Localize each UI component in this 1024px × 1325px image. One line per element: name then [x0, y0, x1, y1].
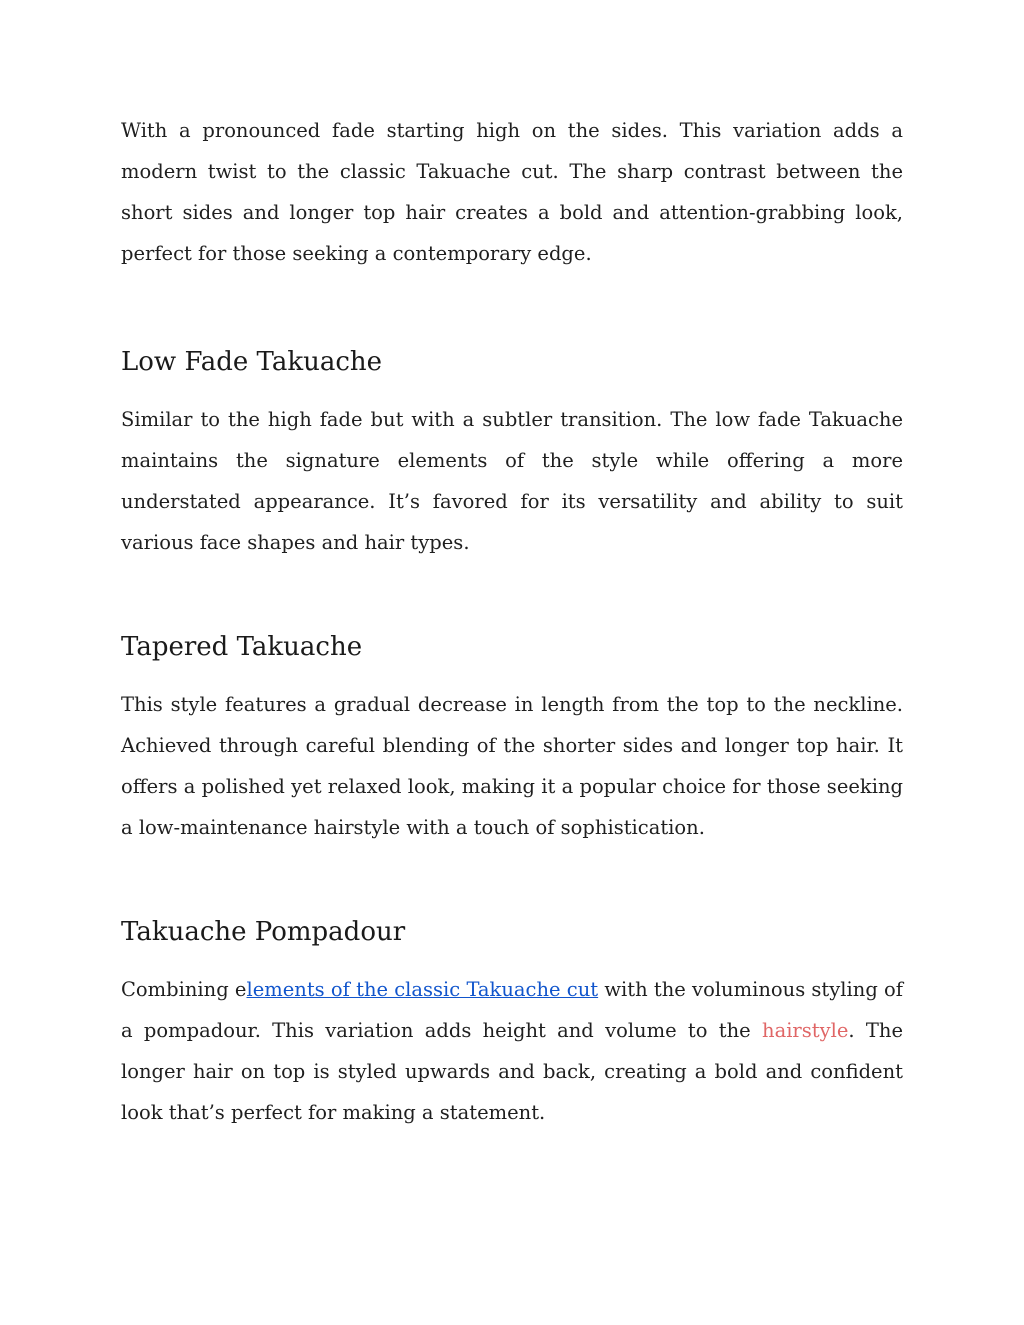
hairstyle-keyword: hairstyle [762, 1019, 849, 1042]
heading-tapered-takuache: Tapered Takuache [121, 632, 363, 662]
pompadour-paragraph [121, 969, 903, 1133]
intro-paragraph: With a pronounced fade starting high on the sides. This variation adds a modern twist to the classic Takuache cut. The sharp contrast between the short sides and longer top hair creates a bold and attention-grabbing look, perfect for those seeking a contemporary edge. [121, 119, 903, 265]
heading-takuache-pompadour: Takuache Pompadour [121, 917, 406, 947]
document-page [121, 110, 903, 1133]
tapered-paragraph: This style features a gradual decrease in length from the top to the neckline. Achieved through careful blending of the shorter sides and longer top hair. It offers a polished yet relaxed look, making it a popular choice for those seeking a low-maintenance hairstyle with a touch of sophistication. [121, 693, 903, 839]
pompadour-text-middle: with the voluminous styling of a pompadour. This variation adds height and volume to the [121, 978, 903, 1042]
classic-takuache-link[interactable]: lements of the classic Takuache cut [246, 978, 599, 1001]
pompadour-text-end: . The longer hair on top is styled upwards and back, creating a bold and confident look that’s perfect for making a statement. [121, 1019, 903, 1124]
heading-low-fade-takuache: Low Fade Takuache [121, 347, 383, 377]
low-fade-paragraph: Similar to the high fade but with a subtler transition. The low fade Takuache maintains the signature elements of the style while offering a more understated appearance. It’s favored for its versatility and ability to suit various face shapes and hair types. [121, 408, 903, 554]
pompadour-text-start: Combining e [121, 978, 247, 1001]
